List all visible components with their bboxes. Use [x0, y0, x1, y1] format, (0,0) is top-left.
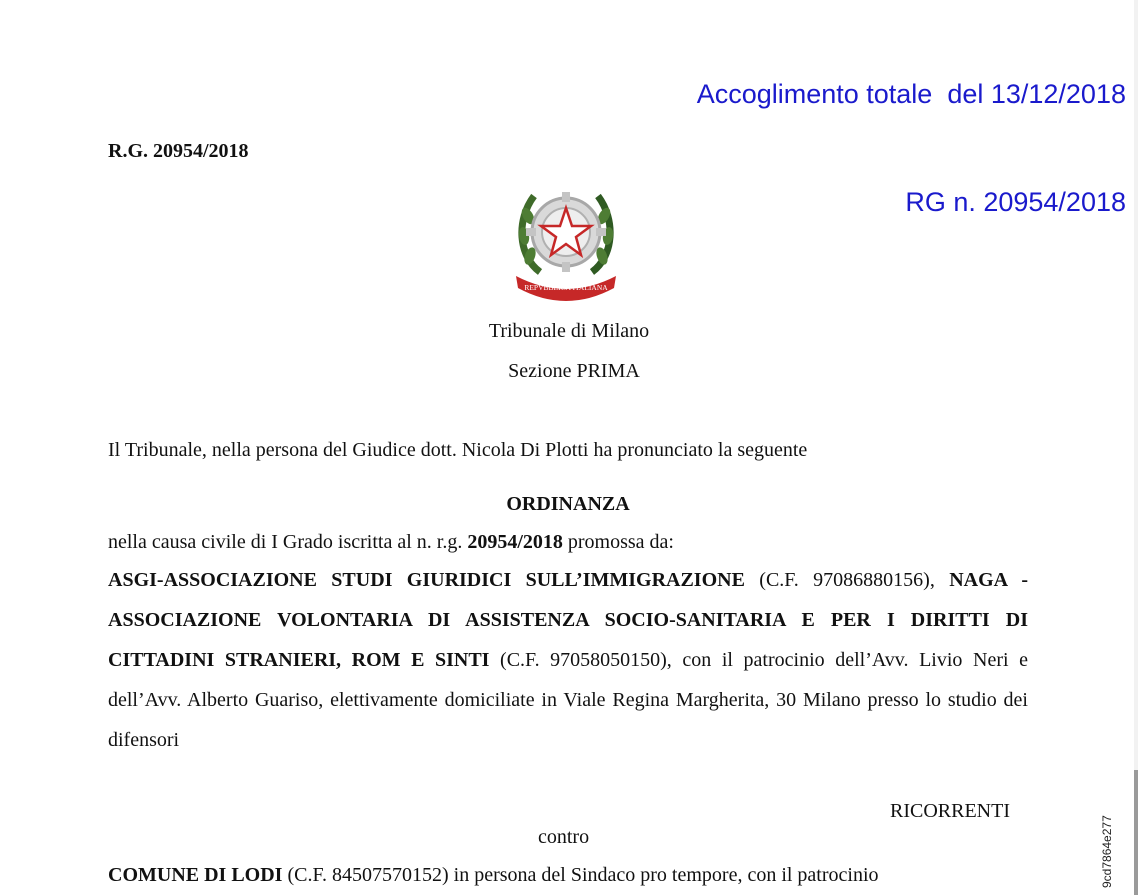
ricorrenti-label: RICORRENTI — [890, 800, 1010, 822]
contro-label: contro — [538, 826, 590, 848]
defendant-paragraph — [108, 855, 1028, 895]
defendant-name: COMUNE DI LODI — [108, 864, 283, 886]
stamp-line-1: Accoglimento totale del 13/12/2018 — [696, 79, 1126, 109]
cause-prefix: nella causa civile di I Grado iscritta al n. r.g. — [108, 531, 468, 553]
stamp-line-2: RG n. 20954/2018 — [905, 187, 1126, 217]
party-1-name: ASGI-ASSOCIAZIONE STUDI GIURIDICI SULL’IMMIGRAZIONE — [108, 569, 745, 591]
italian-republic-emblem-icon — [510, 176, 622, 304]
document-heading: ORDINANZA — [506, 493, 630, 515]
party-2-name: NAGA - ASSOCIAZIONE VOLONTARIA DI ASSISTENZA SOCIO-SANITARIA E PER I DIRITTI DI CITTADINI STRANIERI, ROM E SINTI — [108, 569, 1028, 671]
party-1-fiscal-code: (C.F. 97086880156), — [744, 569, 950, 591]
decision-stamp — [697, 4, 1126, 256]
case-number: R.G. 20954/2018 — [108, 140, 249, 162]
document-id: 9cd7864e277 — [1100, 815, 1114, 888]
parties-paragraph — [108, 560, 1028, 760]
cause-line — [108, 531, 674, 554]
cause-rg: 20954/2018 — [467, 531, 563, 553]
intro-text: Il Tribunale, nella persona del Giudice dott. Nicola Di Plotti ha pronunciato la seguente — [108, 439, 808, 461]
vertical-scrollbar[interactable] — [1134, 0, 1138, 895]
party-2-details: (C.F. 97058050150), con il patrocinio dell’Avv. Livio Neri e dell’Avv. Alberto Guariso, elettivamente domiciliate in Viale Regina Margherita, 30 Milano presso lo studio dei difensori — [108, 649, 1028, 751]
cause-suffix: promossa da: — [562, 531, 674, 553]
defendant-details: (C.F. 84507570152) in persona del Sindaco pro tempore, con il patrocinio — [282, 864, 879, 886]
emblem-ribbon-text: REPVBBLICA ITALIANA — [524, 283, 608, 292]
scrollbar-thumb[interactable] — [1134, 770, 1138, 895]
court-section: Sezione PRIMA — [508, 360, 640, 382]
court-name: Tribunale di Milano — [488, 320, 650, 342]
